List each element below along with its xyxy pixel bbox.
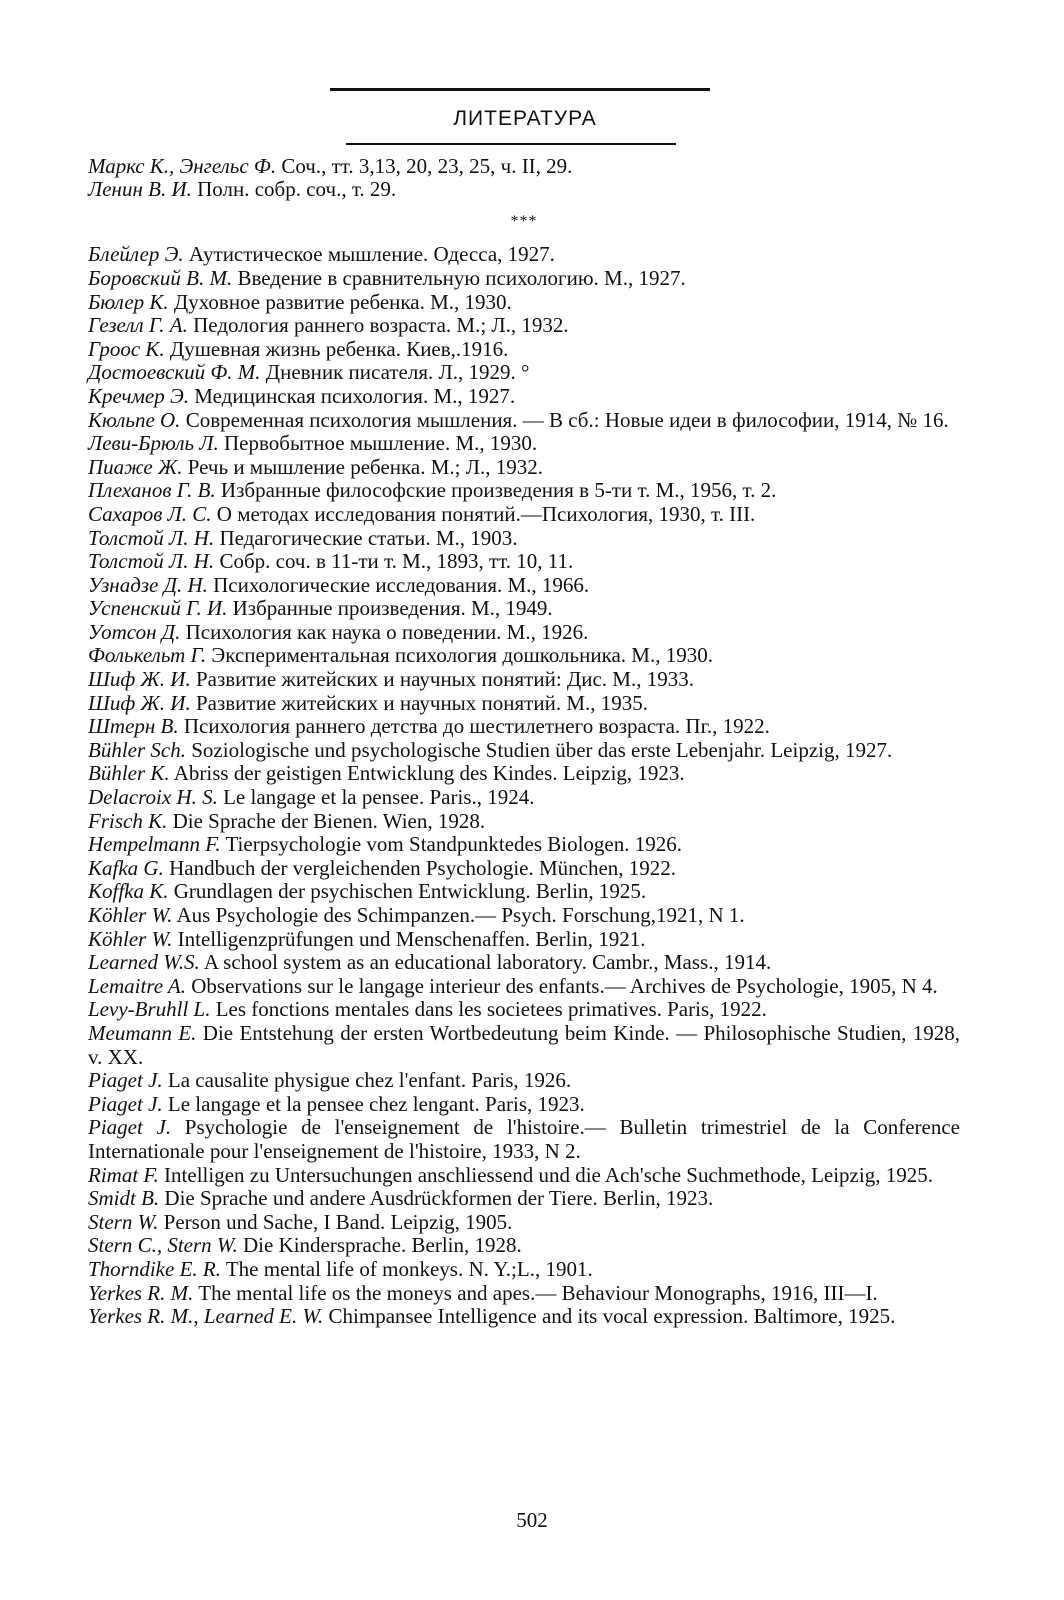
classics-list [88,155,960,202]
reference-author: Thorndike E. R. [88,1256,221,1281]
reference-entry [88,904,960,928]
reference-text: Chimpansee Intelligence and its vocal expression. Baltimore, 1925. [323,1304,896,1329]
reference-author: Достоевский Ф. М. [88,360,261,385]
reference-author: Боровский В. М. [88,265,233,290]
reference-author: Köhler W. [88,926,173,951]
reference-text: Психологические исследования. М., 1966. [207,572,590,597]
reference-entry [88,668,960,692]
reference-entry [88,267,960,291]
reference-text: Le langage et la pensee chez lengant. Paris, 1923. [162,1091,585,1116]
reference-entry [88,739,960,763]
reference-entry [88,1234,960,1258]
reference-author: Stern W. [88,1209,159,1234]
reference-entry [88,361,960,385]
reference-author: Levy-Bruhll L. [88,997,211,1022]
reference-text: La causalite physigue chez l'enfant. Paris, 1926. [162,1068,572,1093]
reference-author: Smidt B. [88,1186,160,1211]
reference-entry [88,975,960,999]
reference-author: Толстой Л. Н. [88,525,215,550]
reference-entry [88,527,960,551]
reference-text: Person und Sache, I Band. Leipzig, 1905. [158,1209,513,1234]
reference-author: Блейлер Э. [88,242,184,267]
reference-entry [88,432,960,456]
reference-text: Psychologie de l'enseignement de l'histoire.— Bulletin trimestriel de la Conference Internationale pour l'enseignement de l'histoire, 1933, N 2. [88,1115,961,1163]
reference-author: Пиаже Ж. [88,454,183,479]
reference-author: Yerkes R. M., Learned E. W. [88,1304,324,1329]
reference-text: Введение в сравнительную психологию. М., 1927. [232,265,686,290]
reference-author: Bühler Sch. [88,737,186,762]
reference-author: Hempelmann F. [88,832,221,857]
top-rule [330,88,710,91]
reference-author: Ленин В. И. [88,177,192,202]
reference-author: Фолькельт Г. [88,643,207,668]
reference-author: Успенский Г. И. [88,596,228,621]
reference-text: Observations sur le langage interieur des enfants.— Archives de Psychologie, 1905, N 4. [186,973,938,998]
reference-author: Гезелл Г. А. [88,313,188,338]
reference-text: Психология раннего детства до шестилетнего возраста. Пг., 1922. [178,714,770,739]
reference-text: Tierpsychologie vom Standpunktedes Biologen. 1926. [220,832,682,857]
reference-author: Piaget J. [88,1068,163,1093]
reference-entry [88,692,960,716]
reference-author: Bühler K. [88,761,170,786]
reference-entry [88,574,960,598]
reference-text: Медицинская психология. М., 1927. [188,383,516,408]
reference-entry [88,715,960,739]
reference-entry [88,178,960,202]
reference-entry [88,644,960,668]
reference-entry [88,762,960,786]
reference-author: Stern C., Stern W. [88,1233,238,1258]
reference-author: Piaget J. [88,1115,172,1140]
reference-text: Речь и мышление ребенка. М.; Л., 1932. [182,454,543,479]
reference-entry [88,786,960,810]
reference-text: Полн. собр. соч., т. 29. [191,177,397,202]
reference-text: Die Kindersprache. Berlin, 1928. [237,1233,522,1258]
reference-text: Дневник писателя. Л., 1929. ° [260,360,530,385]
reference-entry [88,1282,960,1306]
reference-author: Маркс К., Энгельс Ф. [88,153,277,178]
reference-author: Koffka K. [88,879,169,904]
reference-text: Развитие житейских и научных понятий. М., 1935. [190,690,649,715]
bibliography-page [88,88,960,1329]
reference-author: Кречмер Э. [88,383,189,408]
reference-entry [88,479,960,503]
reference-entry [88,880,960,904]
reference-author: Learned W.S. [88,950,200,975]
reference-entry [88,1258,960,1282]
reference-entry [88,243,960,267]
reference-author: Леви-Брюль Л. [88,431,219,456]
reference-entry [88,1164,960,1188]
reference-text: Intelligenzprüfungen und Menschenaffen. Berlin, 1921. [172,926,646,951]
reference-text: Душевная жизнь ребенка. Киев,.1916. [164,336,509,361]
reference-text: Abriss der geistigen Entwicklung des Kindes. Leipzig, 1923. [169,761,685,786]
reference-entry [88,621,960,645]
reference-text: Избранные философские произведения в 5-ти т. М., 1956, т. 2. [215,478,777,503]
reference-author: Meumann E. [88,1020,197,1045]
reference-text: Духовное развитие ребенка. М., 1930. [168,289,512,314]
reference-author: Rimat F. [88,1162,159,1187]
reference-text: Le langage et la pensee. Paris., 1924. [217,785,535,810]
reference-author: Kafka G. [88,855,164,880]
reference-text: Аутистическое мышление. Одесса, 1927. [183,242,555,267]
reference-author: Узнадзе Д. Н. [88,572,208,597]
reference-entry [88,155,960,179]
page-number: 502 [516,1508,548,1532]
reference-text: Die Sprache und andere Ausdrückformen der Tiere. Berlin, 1923. [159,1186,714,1211]
reference-text: Handbuch der vergleichenden Psychologie. München, 1922. [163,855,677,880]
reference-author: Шиф Ж. И. [88,690,191,715]
reference-entry [88,314,960,338]
reference-text: Собр. соч. в 11-ти т. М., 1893, тт. 10, 11. [214,549,574,574]
reference-entry [88,998,960,1022]
reference-entry [88,951,960,975]
reference-entry [88,928,960,952]
reference-author: Yerkes R. M. [88,1280,194,1305]
reference-author: Уотсон Д. [88,619,181,644]
reference-author: Толстой Л. Н. [88,549,215,574]
page-title: ЛИТЕРАТУРА [453,107,597,130]
reference-entry [88,1093,960,1117]
reference-text: Les fonctions mentales dans les societees primatives. Paris, 1922. [210,997,767,1022]
reference-text: Die Entstehung der ersten Wortbedeutung beim Kinde. — Philosophische Studien, 1928, v. XX. [88,1020,961,1069]
reference-entry [88,597,960,621]
reference-text: A school system as an educational laboratory. Cambr., Mass., 1914. [199,950,772,975]
reference-text: Педагогические статьи. М., 1903. [214,525,518,550]
reference-author: Плеханов Г. В. [88,478,216,503]
reference-text: Экспериментальная психология дошкольника. М., 1930. [206,643,713,668]
reference-text: Избранные произведения. М., 1949. [227,596,553,621]
reference-entry [88,1022,960,1069]
reference-text: The mental life of monkeys. N. Y.;L., 1901. [220,1256,593,1281]
reference-entry [88,1187,960,1211]
reference-entry [88,1305,960,1329]
reference-author: Бюлер К. [88,289,169,314]
reference-author: Гроос К. [88,336,165,361]
reference-author: Штерн В. [88,714,179,739]
reference-author: Piaget J. [88,1091,163,1116]
reference-entry [88,338,960,362]
reference-text: Aus Psychologie des Schimpanzen.— Psych. Forschung,1921, N 1. [172,903,745,927]
reference-text: Соч., тт. 3,13, 20, 23, 25, ч. II, 29. [276,153,573,178]
reference-entry [88,456,960,480]
reference-entry [88,1069,960,1093]
title-underline [346,143,676,145]
reference-text: Психология как наука о поведении. М., 1926. [180,619,589,644]
reference-entry [88,291,960,315]
reference-text: О методах исследования понятий.—Психология, 1930, т. III. [211,501,756,526]
reference-entry [88,550,960,574]
reference-author: Delacroix H. S. [88,785,218,810]
reference-entry [88,810,960,834]
reference-entry [88,385,960,409]
reference-entry [88,503,960,527]
reference-author: Köhler W. [88,903,173,927]
reference-text: Grundlagen der psychischen Entwicklung. Berlin, 1925. [168,879,647,904]
reference-text: Педология раннего возраста. М.; Л., 1932. [187,313,569,338]
reference-text: Современная психология мышления. — В сб.: Новые идеи в философии, 1914, № 16. [180,407,949,432]
reference-text: Первобытное мышление. М., 1930. [218,431,538,456]
references-list [88,243,960,1328]
reference-author: Frisch K. [88,808,168,833]
reference-author: Lemaitre A. [88,973,186,998]
reference-author: Сахаров Л. С. [88,501,212,526]
reference-entry [88,1211,960,1235]
reference-text: Soziologische und psychologische Studien über das erste Lebenjahr. Leipzig, 1927. [185,737,893,762]
reference-text: Intelligen zu Untersuchungen anschliessend und die Ach'sche Suchmethode, Leipzig, 1925. [158,1162,933,1187]
reference-entry [88,857,960,881]
section-separator: *** [510,212,538,230]
reference-text: The mental life os the moneys and apes.— Behaviour Monographs, 1916, III—I. [193,1280,878,1305]
reference-author: Кюльпе О. [88,407,181,432]
reference-text: Die Sprache der Bienen. Wien, 1928. [167,808,486,833]
reference-author: Шиф Ж. И. [88,667,191,692]
reference-entry [88,409,960,433]
reference-entry [88,1116,960,1163]
reference-text: Развитие житейских и научных понятий: Дис. М., 1933. [190,667,694,692]
reference-entry [88,833,960,857]
